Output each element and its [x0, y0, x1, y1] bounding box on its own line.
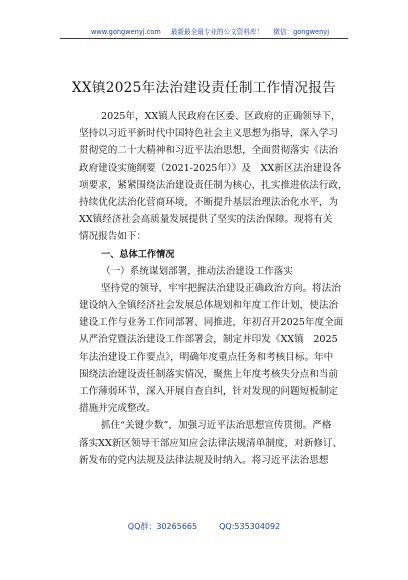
section-heading: 一、总体工作情况 — [101, 248, 175, 260]
body-line: 围绕法治建设责任制落实情况，聚焦上年度考核失分点和当前 — [79, 368, 339, 380]
site-header — [60, 26, 360, 36]
body-line: 情况报告如下： — [79, 231, 147, 243]
body-line: 落实XX新区领导干部应知应会法律法规清单制度，对新修订、 — [79, 437, 343, 449]
body-line: 工作薄弱环节，深入开展自查自纠，针对发现的问题短板制定 — [79, 386, 339, 397]
document-title: XX镇2025年法治建设责任制工作情况报告 — [71, 80, 337, 96]
body-line: （一）系统谋划部署，推动法治建设工作落实 — [101, 265, 293, 277]
body-line: 年法治建设工作要点》，明确年度重点任务和考核目标。年中 — [79, 351, 334, 363]
body-line: 建设工作与业务工作同部署、同推进，年初召开2025年度全面 — [79, 317, 344, 329]
body-line: 从严治党暨法治建设工作部署会，制定并印发《XX镇 2025 — [79, 334, 338, 346]
body-line: 新发布的党内法规及法律法规及时纳入。将习近平法治思想 — [79, 454, 329, 466]
document-body — [79, 108, 348, 469]
body-line: 政府建设实施纲要（2021-2025年）》及 XX新区法治建设各 — [79, 162, 342, 174]
body-line: 项要求，紧紧围绕法治建设责任制为核心，扎实推进依法行政， — [79, 179, 348, 191]
header-divider — [60, 38, 348, 39]
body-line: 贯彻党的二十大精神和习近平法治思想，全面贯彻落实《法治 — [79, 145, 339, 157]
site-url[interactable]: www.gongwenyj.com — [90, 28, 161, 36]
body-line: XX镇经济社会高质量发展提供了坚实的法治保障。现将有关 — [79, 214, 333, 226]
body-line: 建设纳入全镇经济社会发展总体规划和年度工作计划，使法治 — [79, 300, 339, 312]
qq-group: QQ群：30265665 — [127, 522, 198, 531]
qq-number: QQ:535304092 — [219, 522, 281, 531]
body-line: 2025年，XX镇人民政府在区委、区政府的正确领导下， — [101, 111, 341, 122]
body-line: 坚持以习近平新时代中国特色社会主义思想为指导，深入学习 — [79, 128, 339, 140]
wechat-id: 微信：gongwenyj — [273, 28, 330, 36]
footer-contact — [60, 521, 348, 532]
body-line: 坚持党的领导，牢牢把握法治建设正确政治方向。将法治 — [101, 282, 341, 294]
body-line: 抓住“关键少数”，加强习近平法治思想宣传贯彻。严格 — [101, 420, 332, 432]
site-slogan: 最新最全最专业的公文资料库！ — [170, 28, 264, 36]
body-line: 措施并完成整改。 — [79, 403, 156, 415]
body-line: 持续优化法治化营商环境，不断提升基层治理法治化水平，为 — [79, 196, 339, 208]
